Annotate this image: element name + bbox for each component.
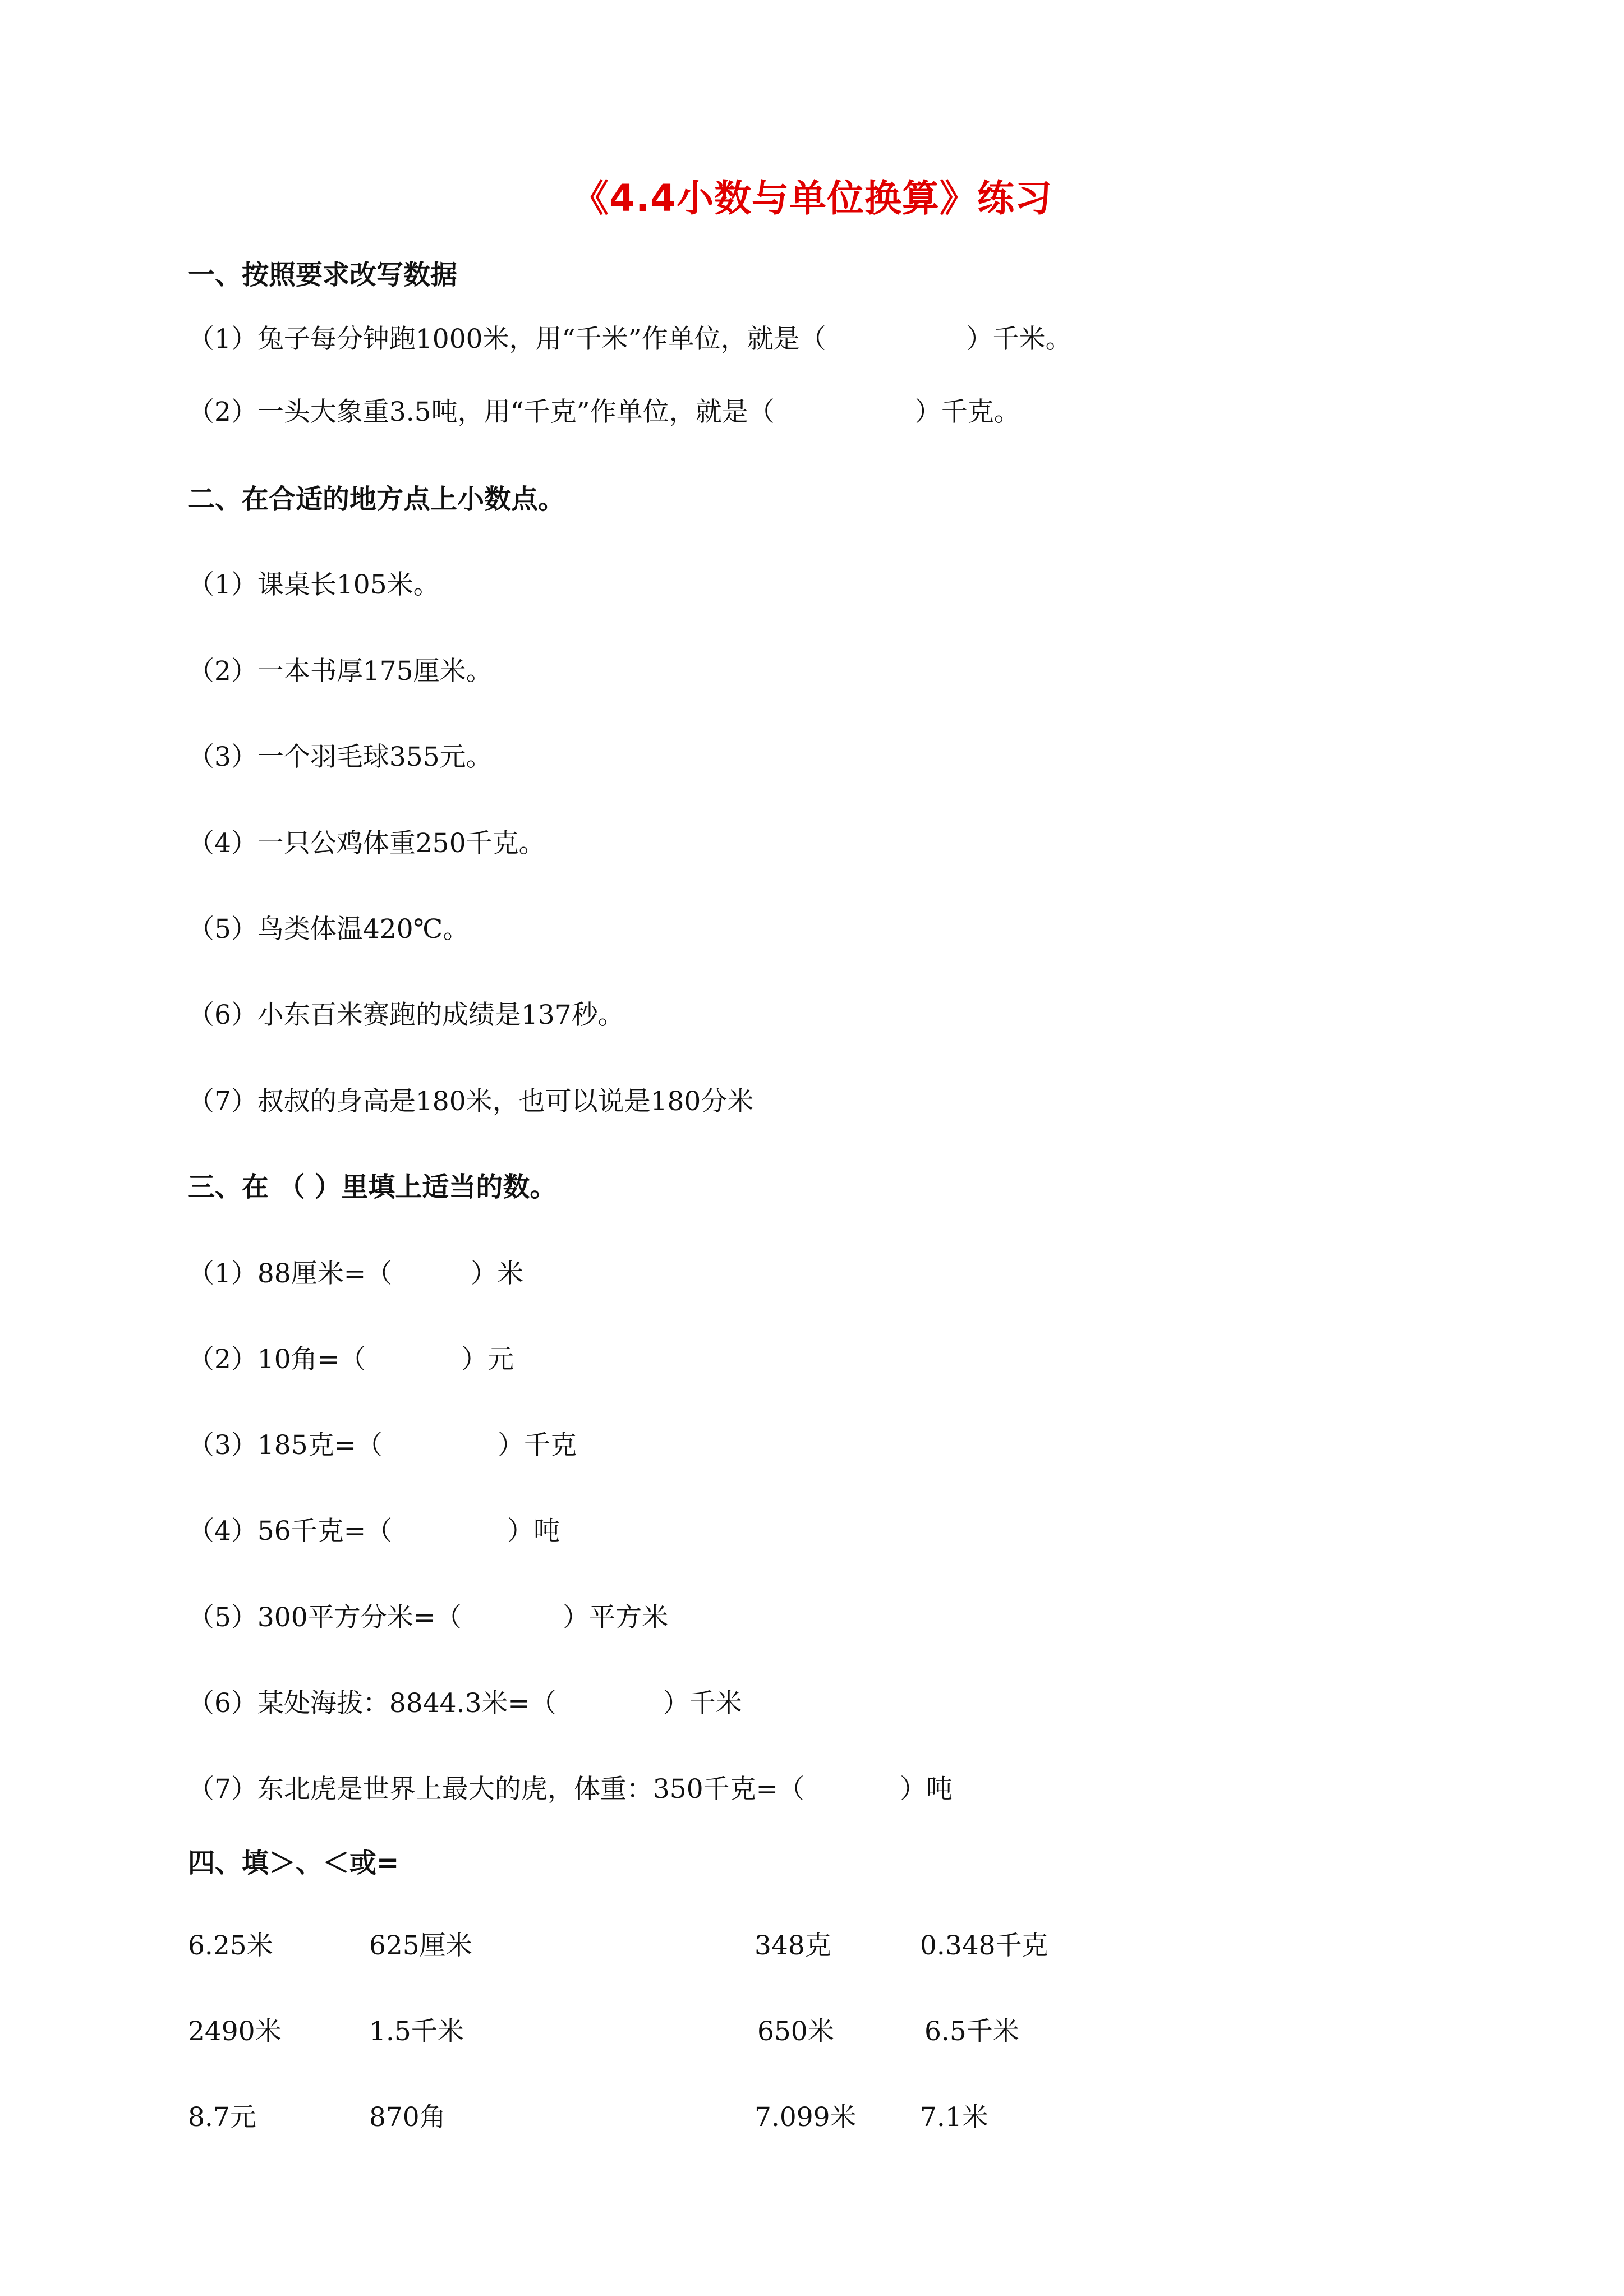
question-text: （2）10角=（ xyxy=(188,1344,366,1375)
section3-item-5 xyxy=(188,1602,668,1634)
question-text: （2）一头大象重3.5吨，用“千克”作单位，就是（ xyxy=(188,397,775,427)
section2-item-6: （6）小东百米赛跑的成绩是137秒。 xyxy=(188,1000,624,1030)
section2-item-5: （5）鸟类体温420℃。 xyxy=(188,914,470,945)
section2-item-2: （2）一本书厚175厘米。 xyxy=(188,656,493,687)
compare-right-item: 348克 xyxy=(755,1930,831,1961)
question-text: （5）300平方分米=（ xyxy=(188,1602,462,1633)
compare-left-item: 6.25米 xyxy=(188,1930,273,1961)
compare-left-item: 8.7元 xyxy=(188,2102,256,2133)
compare-left-item: 625厘米 xyxy=(369,1930,472,1961)
section3-item-6 xyxy=(188,1688,742,1719)
question-text: （4）56千克=（ xyxy=(188,1516,393,1547)
compare-left-item: 1.5千米 xyxy=(369,2016,464,2047)
page-title: 《4.4小数与单位换算》练习 xyxy=(572,177,1052,220)
section2-item-4: （4）一只公鸡体重250千克。 xyxy=(188,828,545,859)
question-text: （6）某处海拔：8844.3米=（ xyxy=(188,1688,556,1719)
section3-item-4 xyxy=(188,1516,560,1547)
section3-heading: 三、在 （ ）里填上适当的数。 xyxy=(188,1171,557,1203)
question-text: ）吨 xyxy=(900,1774,953,1805)
question-text: ）千克 xyxy=(498,1430,577,1461)
compare-right-item: 7.099米 xyxy=(755,2102,857,2133)
question-text: （3）185克=（ xyxy=(188,1430,383,1461)
question-text: （7）东北虎是世界上最大的虎，体重：350千克=（ xyxy=(188,1774,804,1805)
section2-heading: 二、在合适的地方点上小数点。 xyxy=(188,484,565,515)
question-text: ）平方米 xyxy=(563,1602,668,1633)
question-text: ）千克。 xyxy=(914,397,1020,427)
section2-item-1: （1）课桌长105米。 xyxy=(188,569,440,600)
section2-item-3: （3）一个羽毛球355元。 xyxy=(188,742,493,772)
question-text: ）元 xyxy=(461,1344,514,1375)
compare-right-item: 650米 xyxy=(757,2016,834,2047)
section3-item-2 xyxy=(188,1344,514,1375)
compare-left-item: 870角 xyxy=(369,2102,446,2133)
section2-item-7: （7）叔叔的身高是180米，也可以说是180分米 xyxy=(188,1086,754,1117)
section1-item-2 xyxy=(188,397,1020,428)
section3-item-3 xyxy=(188,1430,577,1461)
question-text: ）米 xyxy=(471,1258,524,1289)
question-text: ）吨 xyxy=(507,1516,560,1547)
compare-left-item: 2490米 xyxy=(188,2016,282,2047)
section1-item-1 xyxy=(188,324,1072,355)
compare-right-item: 7.1米 xyxy=(920,2102,988,2133)
question-text: ）千米。 xyxy=(966,324,1072,355)
compare-right-item: 6.5千米 xyxy=(924,2016,1019,2047)
section1-heading: 一、按照要求改写数据 xyxy=(188,259,458,291)
section3-item-7 xyxy=(188,1774,953,1805)
section3-item-1 xyxy=(188,1258,523,1290)
compare-right-item: 0.348千克 xyxy=(920,1930,1048,1961)
question-text: ）千米 xyxy=(663,1688,742,1719)
question-text: （1）88厘米=（ xyxy=(188,1258,393,1289)
section4-heading: 四、填＞、＜或= xyxy=(188,1847,399,1879)
question-text: （1）兔子每分钟跑1000米，用“千米”作单位，就是（ xyxy=(188,324,826,355)
